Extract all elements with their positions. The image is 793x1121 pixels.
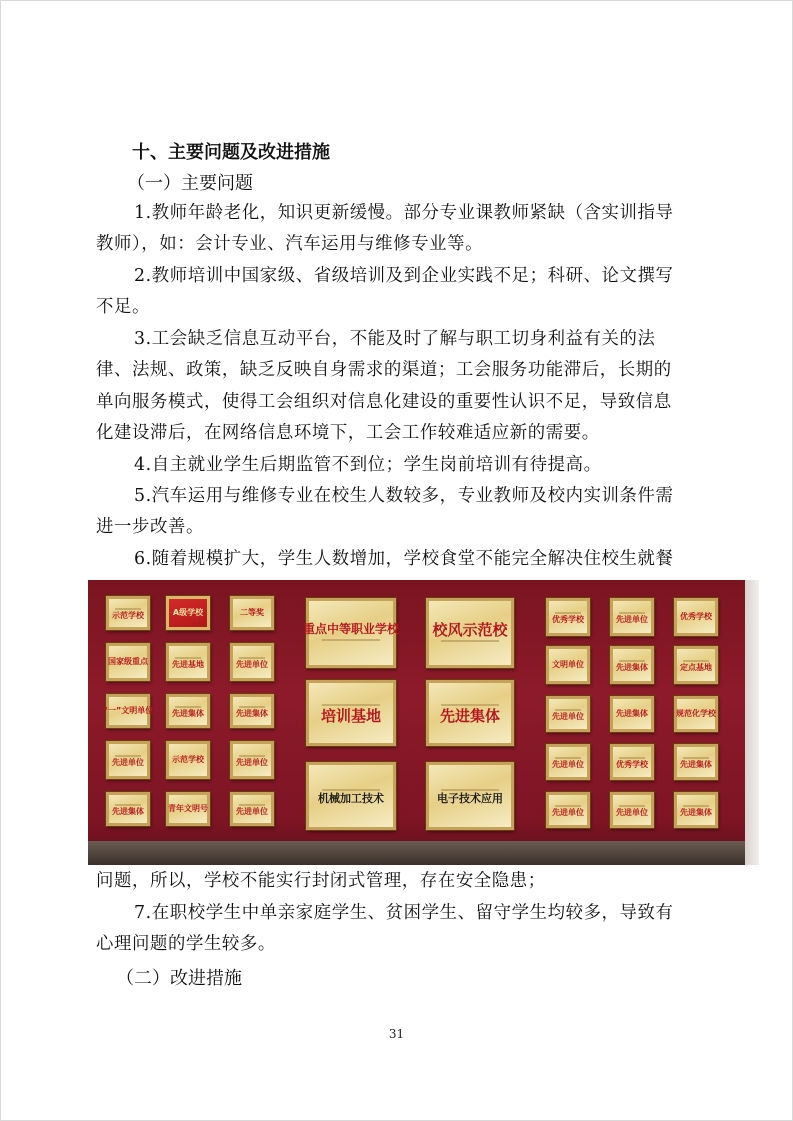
plaque-label: 电子技术应用 <box>437 791 503 805</box>
plaque-label: 校风示范校 <box>432 620 508 639</box>
plaque <box>674 696 718 732</box>
plaque <box>166 596 210 630</box>
plaque-label: 优秀学校 <box>552 614 584 624</box>
paragraph-3-line-1: 3.工会缺乏信息互动平台，不能及时了解与职工切身利益有关的法 <box>134 329 656 349</box>
plaque <box>306 762 396 830</box>
plaque-label: 先进单位 <box>552 711 584 721</box>
plaque <box>106 643 150 681</box>
subsection-problems-heading: （一）主要问题 <box>127 173 253 194</box>
plaque <box>674 646 718 684</box>
plaque-label: “一”文明单位 <box>102 705 154 715</box>
plaque <box>166 694 210 728</box>
paragraph-7-line-1: 7.在职校学生中单亲家庭学生、贫困学生、留守学生均较多，导致有 <box>134 903 674 923</box>
paragraph-4-line-1: 4.自主就业学生后期监管不到位；学生岗前培训有待提高。 <box>134 455 602 475</box>
plaque-label: 先进集体 <box>680 759 712 769</box>
plaque <box>610 744 654 780</box>
plaque <box>303 598 400 668</box>
plaque <box>426 762 514 830</box>
paragraph-1-line-2: 教师），如：会计专业、汽车运用与维修专业等。 <box>96 234 484 254</box>
plaque <box>166 643 210 681</box>
plaque-label: 国家级重点 <box>108 656 148 666</box>
plaque <box>546 598 590 636</box>
plaque <box>102 694 154 728</box>
paragraph-5-line-1: 5.汽车运用与维修专业在校生人数较多，专业教师及校内实训条件需 <box>134 486 674 506</box>
plaque-label: 机械加工技术 <box>318 791 384 805</box>
plaque-label: 定点基地 <box>680 662 712 672</box>
plaque <box>674 598 718 636</box>
plaque-label: 先进集体 <box>680 807 712 817</box>
paragraph-6-line-1: 6.随着规模扩大，学生人数增加，学校食堂不能完全解决住校生就餐 <box>134 549 674 569</box>
plaque-label: 先进单位 <box>112 757 144 767</box>
plaque-label: 先进集体 <box>616 708 648 718</box>
award-plaques-photo <box>88 580 759 865</box>
plaque-label: 青年文明号 <box>168 803 208 813</box>
plaque-label: 二等奖 <box>240 607 264 617</box>
plaque-label: 先进集体 <box>439 706 500 725</box>
plaque-label: 培训基地 <box>320 706 381 725</box>
plaque-label: 示范学校 <box>172 754 204 764</box>
plaque <box>106 792 150 826</box>
plaque-label: 先进集体 <box>112 806 144 816</box>
plaque-label: 先进基地 <box>172 659 204 669</box>
plaque-label: 优秀学校 <box>616 759 648 769</box>
plaque-label: 先进单位 <box>552 807 584 817</box>
paragraph-3-line-2: 律、法规、政策，缺乏反映自身需求的渠道；工会服务功能滞后，长期的 <box>96 360 672 380</box>
paragraph-7-line-2: 心理问题的学生较多。 <box>96 934 276 954</box>
plaque-label: 先进集体 <box>616 662 648 672</box>
plaque <box>426 598 514 668</box>
plaque-label: 规范化学校 <box>676 708 716 718</box>
plaque <box>546 744 590 780</box>
plaque <box>674 744 718 780</box>
plaque <box>610 696 654 732</box>
plaque <box>230 741 274 779</box>
plaque-label: 重点中等职业学校 <box>303 622 400 637</box>
plaque <box>230 694 274 728</box>
plaque <box>166 792 210 826</box>
plaque-label: 先进集体 <box>172 708 204 718</box>
plaque-label: 先进单位 <box>236 806 268 816</box>
plaque <box>106 596 150 630</box>
plaque-label: 先进单位 <box>616 614 648 624</box>
plaque <box>230 643 274 681</box>
plaque <box>306 680 396 746</box>
plaque <box>230 596 274 630</box>
plaque <box>546 646 590 684</box>
photo-floor <box>88 841 759 865</box>
plaque-label: 先进单位 <box>236 659 268 669</box>
plaque-label: 示范学校 <box>112 610 144 620</box>
paragraph-2-line-1: 2.教师培训中国家级、省级培训及到企业实践不足；科研、论文撰写 <box>134 266 674 286</box>
plaque <box>546 696 590 732</box>
plaque <box>610 646 654 684</box>
plaque-label: 优秀学校 <box>680 611 712 621</box>
paragraph-6-line-2: 问题，所以，学校不能实行封闭式管理，存在安全隐患； <box>96 871 546 891</box>
subsection-measures-heading: （二）改进措施 <box>116 968 242 989</box>
plaque <box>674 792 718 828</box>
paragraph-3-line-4: 化建设滞后，在网络信息环境下，工会工作较难适应新的需要。 <box>96 423 600 443</box>
plaque-label: 文明单位 <box>552 659 584 669</box>
plaque-label: 先进单位 <box>236 757 268 767</box>
plaque <box>230 792 274 826</box>
paragraph-2-line-2: 不足。 <box>96 297 150 317</box>
plaque <box>610 598 654 636</box>
plaque <box>426 680 514 746</box>
plaque-label: 先进单位 <box>616 807 648 817</box>
paragraph-3-line-3: 单向服务模式，使得工会组织对信息化建设的重要性认识不足，导致信息 <box>96 392 672 412</box>
plaque <box>106 741 150 779</box>
plaque <box>166 741 210 779</box>
plaque-label: A级学校 <box>172 607 204 617</box>
photo-wall-edge <box>745 580 759 865</box>
plaque-label: 先进单位 <box>552 759 584 769</box>
page-number: 31 <box>388 1027 405 1041</box>
plaque-label: 先进集体 <box>236 708 268 718</box>
plaque <box>610 792 654 828</box>
paragraph-1-line-1: 1.教师年龄老化，知识更新缓慢。部分专业课教师紧缺（含实训指导 <box>134 203 674 223</box>
plaque <box>546 792 590 828</box>
section-title: 十、主要问题及改进措施 <box>132 142 330 163</box>
paragraph-5-line-2: 进一步改善。 <box>96 517 204 537</box>
